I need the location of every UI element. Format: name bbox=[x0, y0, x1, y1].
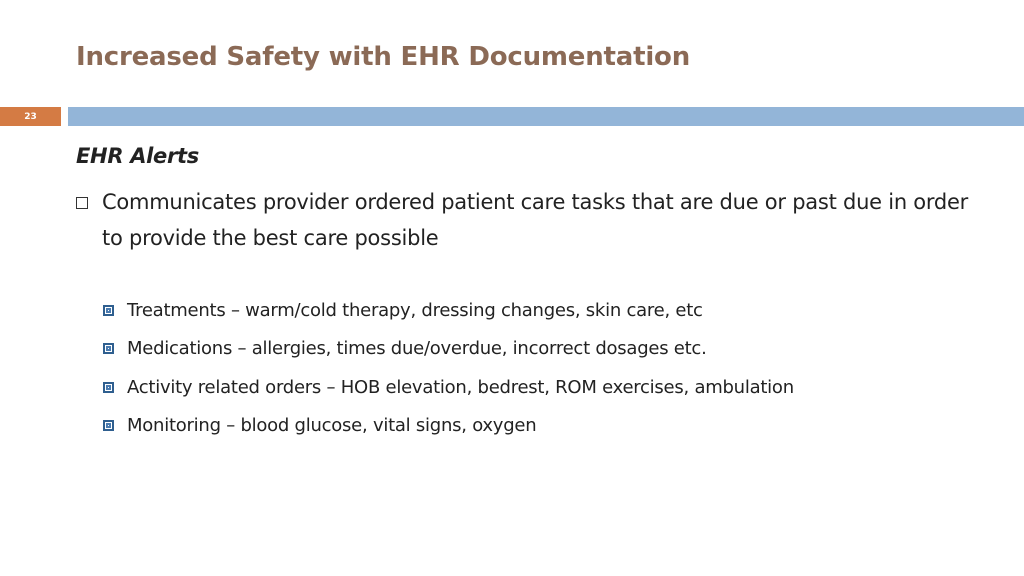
sub-bullet-list bbox=[103, 291, 1003, 445]
filled-square-bullet-icon bbox=[103, 382, 114, 393]
sub-bullet-text: Treatments – warm/cold therapy, dressing changes, skin care, etc bbox=[127, 299, 703, 321]
section-heading: EHR Alerts bbox=[76, 144, 199, 168]
sub-bullet-item bbox=[103, 291, 1003, 330]
sub-bullet-text: Medications – allergies, times due/overdue, incorrect dosages etc. bbox=[127, 338, 707, 360]
filled-square-bullet-icon bbox=[103, 343, 114, 354]
sub-bullet-item bbox=[103, 407, 1003, 446]
main-bullet-text: Communicates provider ordered patient care tasks that are due or past due in order to provide the best care possible bbox=[102, 190, 969, 250]
slide-number-badge bbox=[0, 107, 61, 126]
sub-bullet-text: Monitoring – blood glucose, vital signs, oxygen bbox=[127, 415, 537, 437]
filled-square-bullet-icon bbox=[103, 420, 114, 431]
filled-square-bullet-icon bbox=[103, 305, 114, 316]
title-divider-bar bbox=[68, 107, 1024, 126]
sub-bullet-item bbox=[103, 330, 1003, 369]
slide-number: 23 bbox=[24, 111, 37, 122]
hollow-square-bullet-icon bbox=[76, 197, 88, 209]
slide-title: Increased Safety with EHR Documentation bbox=[76, 42, 691, 72]
main-bullet bbox=[76, 184, 976, 256]
sub-bullet-item bbox=[103, 368, 1003, 407]
sub-bullet-text: Activity related orders – HOB elevation, bedrest, ROM exercises, ambulation bbox=[127, 376, 794, 398]
